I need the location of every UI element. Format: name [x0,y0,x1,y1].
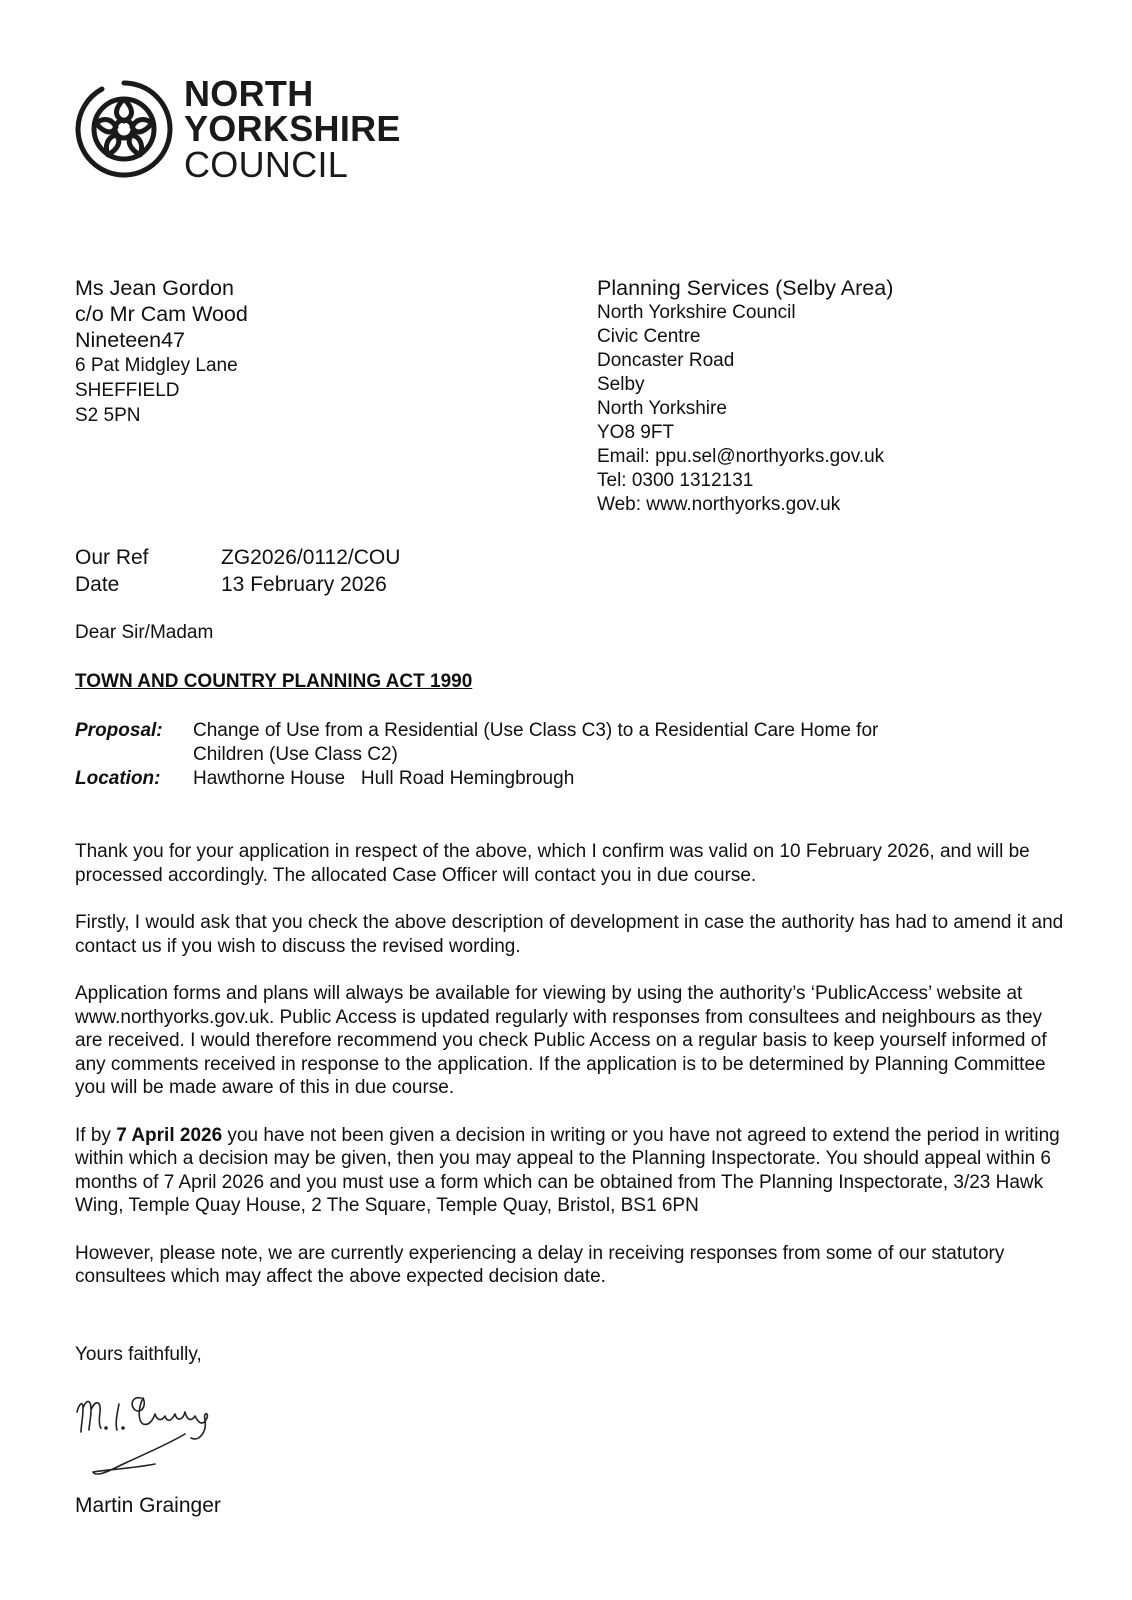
paragraph-description-check: Firstly, I would ask that you check the above description of development in case the authority has had to amend it and contact us if you wish to discuss the revised wording. [75,912,1064,957]
logo-line-council: COUNCIL [184,143,349,185]
proposal-label: Proposal: [75,720,163,741]
recipient-street: 6 Pat Midgley Lane [75,355,238,376]
date-label: Date [75,573,120,596]
sender-county: North Yorkshire [597,398,727,419]
paragraph-public-access: Application forms and plans will always be available for viewing by using the authority’s ‘PublicAccess’ website at www.northyorks.gov.uk. Public Access is updated regularly with responses from consultees and neighbours as they are received. I would therefore recommend you check Public Access on a regular basis to keep yourself informed of any comments received in response to the application. If the application is to be determined by Planning Committee you will be made aware of this in due course. [75,983,1047,1098]
sender-postcode: YO8 9FT [597,422,675,443]
sender-road: Doncaster Road [597,350,735,371]
date-value: 13 February 2026 [221,573,387,596]
our-ref-value: ZG2026/0112/COU [221,546,401,569]
sender-town: Selby [597,374,645,395]
sender-building: Civic Centre [597,326,701,347]
location-value: Hawthorne House Hull Road Hemingbrough [193,768,575,789]
proposal-line-1: Change of Use from a Residential (Use Class C3) to a Residential Care Home for [193,720,879,741]
proposal-block [75,719,975,791]
paragraph-validation: Thank you for your application in respect of the above, which I confirm was valid on 10 February 2026, and will be processed accordingly. The allocated Case Officer will contact you in due course. [75,841,1030,886]
appeal-date: 7 April 2026 [116,1124,223,1146]
sender-tel: Tel: 0300 1312131 [597,470,754,491]
council-logo [74,73,401,185]
recipient-postcode: S2 5PN [75,405,141,426]
logo-line-yorkshire: YORKSHIRE [184,108,401,150]
appeal-prefix: If by [75,1124,117,1146]
sender-web: Web: www.northyorks.gov.uk [597,494,841,515]
closing: Yours faithfully, [75,1344,202,1365]
letter-heading: TOWN AND COUNTRY PLANNING ACT 1990 [75,671,473,692]
appeal-rest: you have not been given a decision in writing or you have not agreed to extend the period in writing within which a decision may be given, then you may appeal to the Planning Inspectorate. You should appeal within 6 months of 7 April 2026 and you must use a form which can be obtained from The Planning Inspectorate, 3/23 Hawk Wing, Temple Quay House, 2 The Square, Temple Quay, Bristol, BS1 6PN [75,1124,1060,1216]
our-ref-label: Our Ref [75,546,149,569]
logo-line-north: NORTH [184,73,314,114]
letter-body [75,840,1065,1313]
location-label: Location: [75,768,161,789]
sender-council: North Yorkshire Council [597,302,796,323]
salutation: Dear Sir/Madam [75,622,214,643]
sender-department: Planning Services (Selby Area) [597,276,894,300]
yorkshire-rose-icon [74,79,174,179]
sender-email: Email: ppu.sel@northyorks.gov.uk [597,446,885,467]
paragraph-appeal [75,1124,1065,1218]
recipient-care-of: c/o Mr Cam Wood [75,302,248,326]
recipient-company: Nineteen47 [75,328,185,352]
signer-name: Martin Grainger [75,1494,221,1517]
recipient-city: SHEFFIELD [75,380,180,401]
recipient-name: Ms Jean Gordon [75,276,234,300]
recipient-address [75,275,248,428]
paragraph-delay-note: However, please note, we are currently experiencing a delay in receiving responses from some of our statutory consultees which may affect the above expected decision date. [75,1242,1005,1287]
reference-block [75,544,400,598]
proposal-line-2: Children (Use Class C2) [193,744,398,765]
sender-address [597,275,893,517]
handwritten-signature [75,1384,245,1489]
